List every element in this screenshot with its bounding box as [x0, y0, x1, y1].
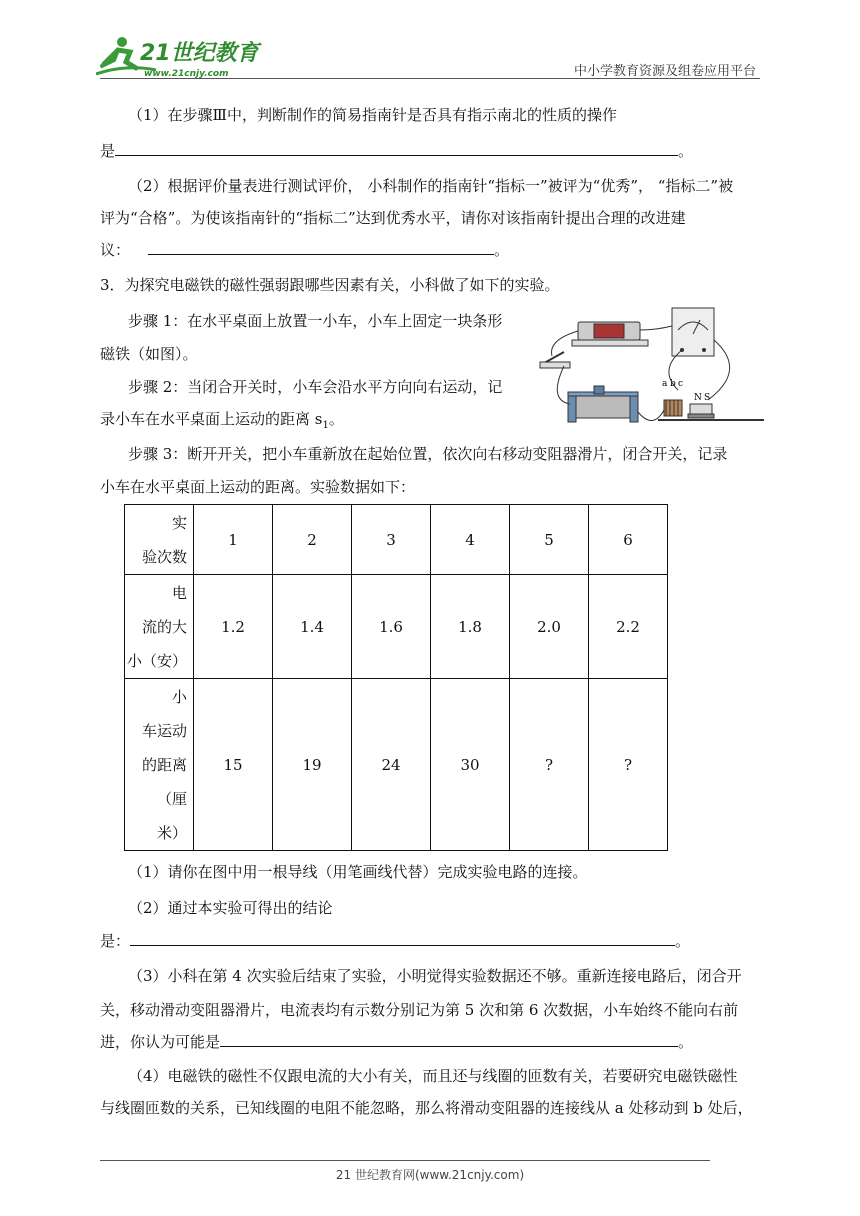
- q3-sub1: （1）请你在图中用一根导线（用笔画线代替）完成实验电路的连接。: [128, 863, 588, 881]
- q2-p1-end: 。: [678, 142, 694, 160]
- site-logo: [96, 34, 266, 80]
- q3-step2-text: 录小车在水平桌面上运动的距离 s: [100, 410, 323, 428]
- label-n: N: [694, 393, 702, 403]
- table-cell: ?: [510, 679, 589, 851]
- q3-sub4-a: （4）电磁铁的磁性不仅跟电流的大小有关，而且还与线圈的匝数有关，若要研究电磁铁磁性: [128, 1067, 738, 1085]
- q3-sub2-prefix: 是：: [100, 932, 131, 950]
- table-cell: 5: [510, 505, 589, 575]
- table-cell: 24: [352, 679, 431, 851]
- table-cell: 15: [194, 679, 273, 851]
- row-header-trial: 实 验次数: [125, 505, 194, 575]
- answer-blank-1[interactable]: [115, 137, 678, 156]
- table-cell: 1: [194, 505, 273, 575]
- table-cell: 1.2: [194, 575, 273, 679]
- q3-step2-b: [100, 405, 520, 440]
- q3-step1-a: 步骤 1：在水平桌面上放置一小车，小车上固定一块条形: [128, 312, 503, 330]
- table-cell: 4: [431, 505, 510, 575]
- footer-divider: [100, 1160, 710, 1161]
- label-a: a: [662, 379, 668, 389]
- table-cell: 19: [273, 679, 352, 851]
- q3-step2-a: 步骤 2：当闭合开关时，小车会沿水平方向向右运动，记: [128, 378, 503, 396]
- circuit-figure: [528, 300, 768, 432]
- q2-p1-prefix: 是: [100, 142, 116, 160]
- table-cell: 2.2: [589, 575, 668, 679]
- table-row-trial: [125, 505, 668, 575]
- q3-step2-end: 。: [328, 410, 344, 428]
- q3-step2-sub: 1: [322, 420, 329, 431]
- q3-sub2-b: [100, 927, 764, 955]
- logo-text: 21世纪教育: [140, 41, 259, 66]
- answer-blank-2[interactable]: [148, 236, 494, 255]
- label-c: c: [678, 379, 684, 389]
- table-cell: ?: [589, 679, 668, 851]
- q2-p1-line-a: （1）在步骤Ⅲ中，判断制作的简易指南针是否具有指示南北的性质的操作: [128, 106, 618, 124]
- table-cell: 30: [431, 679, 510, 851]
- q2-p2-end: 。: [494, 241, 510, 259]
- q2-p1-line-b: [100, 137, 764, 165]
- q3-sub3-a: （3）小科在第 4 次实验后结束了实验，小明觉得实验数据还不够。重新连接电路后，闭合开: [128, 967, 742, 985]
- q3-step1-b: 磁铁（如图）。: [100, 345, 198, 363]
- table-cell: 1.6: [352, 575, 431, 679]
- table-cell: 1.4: [273, 575, 352, 679]
- q3-title: 3．为探究电磁铁的磁性强弱跟哪些因素有关，小科做了如下的实验。: [100, 276, 560, 294]
- q2-p2-line-c: [100, 236, 764, 264]
- table-cell: 2.0: [510, 575, 589, 679]
- q3-sub2-a: （2）通过本实验可得出的结论: [128, 899, 333, 917]
- platform-name: 中小学教育资源及组卷应用平台: [573, 64, 756, 79]
- logo-url: www.21cnjy.com: [144, 69, 229, 79]
- q3-sub4-b: 与线圈匝数的关系，已知线圈的电阻不能忽略，那么将滑动变阻器的连接线从 a 处移动到 b 处后，: [100, 1099, 753, 1117]
- q3-sub3-end: 。: [678, 1033, 694, 1051]
- q2-p2-prefix: 议：: [100, 241, 131, 259]
- table-cell: 6: [589, 505, 668, 575]
- q2-p2-line-b: 评为“合格”。为使该指南针的“指标二”达到优秀水平，请你对该指南针提出合理的改进建: [100, 209, 686, 227]
- table-cell: 3: [352, 505, 431, 575]
- label-b: b: [670, 379, 676, 389]
- footer-text: 21 世纪教育网(www.21cnjy.com): [335, 1168, 525, 1182]
- q3-step3-a: 步骤 3：断开开关，把小车重新放在起始位置，依次向右移动变阻器滑片，闭合开关，记录: [128, 445, 728, 463]
- table-row-current: [125, 575, 668, 679]
- answer-blank-4[interactable]: [220, 1028, 678, 1047]
- table-cell: 2: [273, 505, 352, 575]
- table-row-distance: [125, 679, 668, 851]
- q3-sub2-end: 。: [675, 932, 691, 950]
- label-s: S: [704, 393, 711, 403]
- row-header-distance: 小 车运动 的距离 （厘 米）: [125, 679, 194, 851]
- q3-sub3-b: 关，移动滑动变阻器滑片，电流表均有示数分别记为第 5 次和第 6 次数据，小车始终不能向右前: [100, 1001, 739, 1019]
- row-header-current: 电 流的大 小（安）: [125, 575, 194, 679]
- header-divider: [100, 78, 760, 79]
- q2-p2-line-a: （2）根据评价量表进行测试评价， 小科制作的指南针“指标一”被评为“优秀”， “指标二”被: [128, 177, 734, 195]
- table-cell: 1.8: [431, 575, 510, 679]
- q3-step3-b: 小车在水平桌面上运动的距离。实验数据如下：: [100, 478, 416, 496]
- answer-blank-3[interactable]: [130, 927, 675, 946]
- q3-sub3-c: [100, 1028, 764, 1056]
- q3-sub3-prefix: 进，你认为可能是: [100, 1033, 221, 1051]
- data-table: [124, 504, 668, 851]
